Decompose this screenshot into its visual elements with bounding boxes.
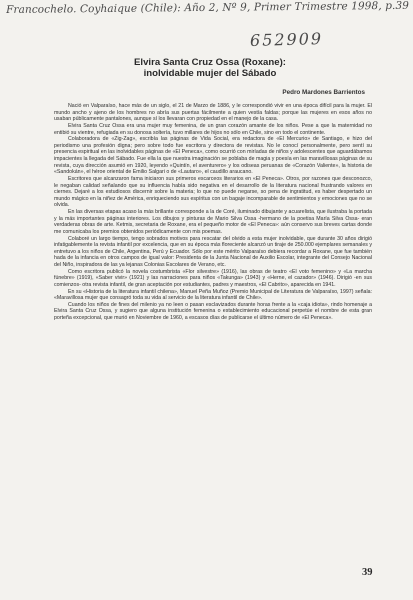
paragraph: En su «Historia de la literatura infantil chilena», Manuel Peña Muñoz (Premio Municipal de Literatura de Valparaíso, 1997) señala: «Maravillosa mujer que consagró toda su vida al servicio de la literatura infantil de Chile». xyxy=(54,288,372,302)
paragraph: Como escritora publicó la novela costumbrista «Flor silvestre» (1916), las obras de teatro «El voto femenino» y «La marcha fúnebre» (1919), «Saber vivir» (1921) y las narraciones para niños «Takunga» (1943) y «Herne, el cazador» (1946). Dirigió -en sus comienzos- otra revista infantil, de gran aceptación por estudiantes, padres y maestros, «El Cabrito», aparecida en 1941. xyxy=(54,268,372,288)
paragraph: Nació en Valparaíso, hace más de un siglo, el 21 de Marzo de 1886, y le correspondió vivir en una época difícil para la mujer. El mundo ancho y ajeno de los hombres no abría sus puertas fácilmente a quien vestía faldas; porque las mujeres en esos años no usaban públicamente pantalones, aunque sí los llevaran con propiedad en el manejo de la casa. xyxy=(54,103,372,123)
paragraph: Cuando los niños de fines del milenio ya no leen o pasan esclavizados durante horas frente a la «caja idiota», rindo homenaje a Elvira Santa Cruz Ossa, y sugiero que alguna institución femenina o establecimiento educacional perpetúe el nombre de esta gran porteña excepcional, que murió en Noviembre de 1960, a escasos días de publicarse el último número de «El Peneca». xyxy=(54,301,372,321)
article-author: Pedro Mardones Barrientos xyxy=(282,89,365,96)
page-number: 39 xyxy=(362,567,373,578)
article-title-line-1: Elvira Santa Cruz Ossa (Roxane): xyxy=(134,57,286,68)
handwritten-catalog-number: 652909 xyxy=(249,29,324,50)
article-title-line-2: inolvidable mujer del Sábado xyxy=(143,68,277,79)
paragraph: Colaboré un largo tiempo, tengo sobrados motivos para rescatar del olvido a esta mujer inolvidable, que durante 30 años dirigió infatigablemente la revista infantil por excelencia, que en su época más floreciente alcanzó un tiraje de 250.000 ejemplares semanales y entretuvo a los niños de Chile, Argentina, Perú y Ecuador. Sólo por este mérito Valparaíso debiera recordar a Roxane, que fue también hada de la infancia en otros campos de igual valor: Presidenta de la Junta Nacional de Auxilio Escolar, integrante del Consejo Nacional del Niño, inspiradora de las ya lejanas Colonias Escolares de Verano, etc. xyxy=(54,235,372,268)
article-body xyxy=(54,103,372,322)
paragraph: Elvira Santa Cruz Ossa era una mujer muy femenina, de un gran corazón amante de los niños. Pese a que la maternidad no entibió su vientre, refugiada en su donosa soltería, tuvo millares de hijos no sólo en Chile, sino en todo el continente. xyxy=(54,122,372,136)
handwritten-source-note: Francochelo. Coyhaique (Chile): Año 2, Nº 9, Primer Trimestre 1998, p.39 xyxy=(6,0,410,16)
paragraph: Escritores que alcanzaron fama iniciaron sus primeros escarceos literarios en «El Peneca». Otros, por razones que desconozco, le negaban calidad señalando que su influencia había sido negativa en el desarrollo de la literatura nacional frustrando valores en ciernes. Dejaré a los estudiosos discernir sobre la materia; lo que no puede negarse, so pena de ingratitud, es haber despertado un mundo mágico en la niñez de América, enriqueciendo sus espíritus con un bagaje incomparable de sentimientos y emociones que no se olvida. xyxy=(54,175,372,209)
paragraph: En las diversas etapas acaso la más brillante corresponde a la de Coré, iluminado dibujante y acuarelista, que ilustraba la portada y la más importantes páginas interiores. Los dibujos y pinturas de Mario Silva Ossa -hermano de la poetisa María Silva Ossa- eran verdaderas obras de arte. Ketmis, secretaria de Roxane, era el pequeño motor de «El Peneca»: aún conservo sus breves cartas donde me comunicaba los premios obtenidos periódicamente con mis poemas. xyxy=(54,209,372,235)
paragraph: Colaboradora de «Zig-Zag», escribía las páginas de Vida Social, era redactora de «El Mercurio» de Santiago, e hizo del periodismo una profesión digna; pero sobre todo fue escritora y directora de revistas. No le conocí personalmente, pero sentí su presencia espiritual en las inolvidables páginas de «El Peneca», como ocurrió con miríadas de niños y adolescentes que aguardábamos impacientes la llegada del Sábado. Fue ella la que nuestra imaginación se poblaba de magia y poesía en las maravillosas páginas de su revista, cuya dirección asumió en 1920, leyendo «Quintín, el aventurero» y los odiseas peruanas de «Corazón Valiente», la historia de «Sandokán», el héroe oriental de Emilio Salgari o de «Lautaro», el caudillo araucano. xyxy=(54,136,372,176)
